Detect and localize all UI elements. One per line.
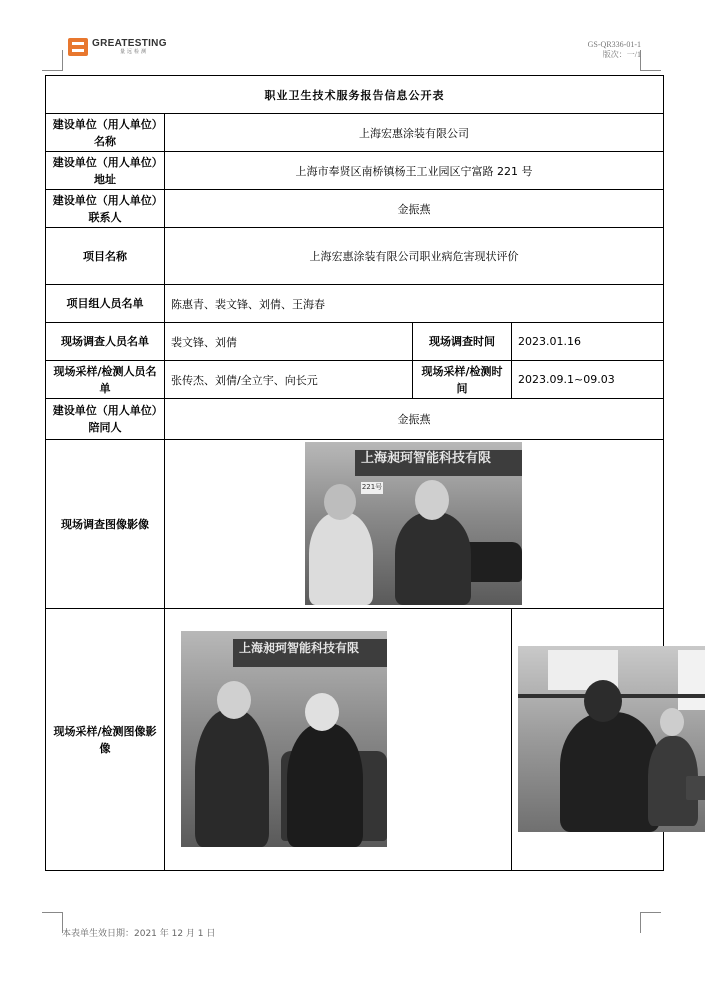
escort-label: 建设单位（用人单位）陪同人 [46, 399, 165, 440]
project-value: 上海宏惠涂装有限公司职业病危害现状评价 [165, 228, 664, 285]
person-right [395, 512, 471, 605]
crop-mark-top-left [42, 50, 63, 71]
escort-value: 金振燕 [165, 399, 664, 440]
workshop-window [678, 650, 705, 710]
logo-subtitle: 量远检测 [120, 49, 149, 55]
document-code-block [588, 40, 641, 60]
unit-address-label: 建设单位（用人单位）地址 [46, 152, 165, 190]
gate-number-plate [361, 482, 383, 494]
crop-mark-top-right [640, 50, 661, 71]
form-title: 职业卫生技术服务报告信息公开表 [46, 76, 664, 114]
unit-name-value: 上海宏惠涂装有限公司 [165, 114, 664, 152]
survey-photo [305, 442, 522, 605]
person-right-head [305, 693, 339, 731]
logo-name: GREATESTING [92, 38, 167, 49]
sampling-time-label: 现场采样/检测时间 [413, 361, 512, 399]
document-version: 版次：一/1 [602, 50, 641, 59]
person-front [560, 712, 660, 832]
unit-address-value: 上海市奉贤区南桥镇杨王工业园区宁富路 221 号 [165, 152, 664, 190]
project-label: 项目名称 [46, 228, 165, 285]
document-code: GS-QR336-01-1 [587, 40, 641, 49]
person-left-head [324, 484, 356, 520]
contact-label: 建设单位（用人单位）联系人 [46, 190, 165, 228]
person-back-head [660, 708, 684, 736]
sampling-staff-label: 现场采样/检测人员名单 [46, 361, 165, 399]
person-left [195, 709, 269, 847]
crop-mark-bottom-left [42, 912, 63, 933]
photo-sign [233, 639, 387, 667]
sampling-photo-cell-right [512, 609, 664, 871]
person-right-head [415, 480, 449, 520]
survey-photo-label: 现场调查图像影像 [46, 440, 165, 609]
person-right [287, 723, 363, 847]
survey-photo-cell [165, 440, 664, 609]
photo-sign-text: 上海昶珂智能科技有限 [239, 641, 360, 655]
survey-staff-label: 现场调查人员名单 [46, 323, 165, 361]
sampling-photo-gate [181, 631, 387, 847]
workbench [686, 776, 705, 800]
sampling-staff-value: 张传杰、刘倩/全立宇、向长元 [165, 361, 413, 399]
person-left [309, 512, 373, 605]
team-value: 陈惠青、裴文锋、刘倩、王海春 [165, 285, 664, 323]
contact-value: 金振燕 [165, 190, 664, 228]
survey-time-value: 2023.01.16 [512, 323, 664, 361]
crop-mark-bottom-right [640, 912, 661, 933]
company-logo [68, 37, 167, 57]
survey-time-label: 现场调查时间 [413, 323, 512, 361]
unit-name-label: 建设单位（用人单位）名称 [46, 114, 165, 152]
gate-number-text: 221号 [361, 483, 383, 491]
logo-mark-icon [68, 38, 88, 56]
effective-date-footer: 本表单生效日期：2021 年 12 月 1 日 [62, 929, 216, 939]
photo-sign [355, 450, 522, 476]
person-front-head [584, 680, 622, 722]
sampling-photo-cell-left [165, 609, 512, 871]
survey-staff-value: 裴文锋、刘倩 [165, 323, 413, 361]
sampling-photo-workshop [518, 646, 705, 832]
sampling-photo-label: 现场采样/检测图像影像 [46, 609, 165, 871]
photo-sign-text: 上海昶珂智能科技有限 [361, 451, 492, 466]
team-label: 项目组人员名单 [46, 285, 165, 323]
sampling-time-value: 2023.09.1~09.03 [512, 361, 664, 399]
person-left-head [217, 681, 251, 719]
info-disclosure-table [45, 75, 664, 871]
